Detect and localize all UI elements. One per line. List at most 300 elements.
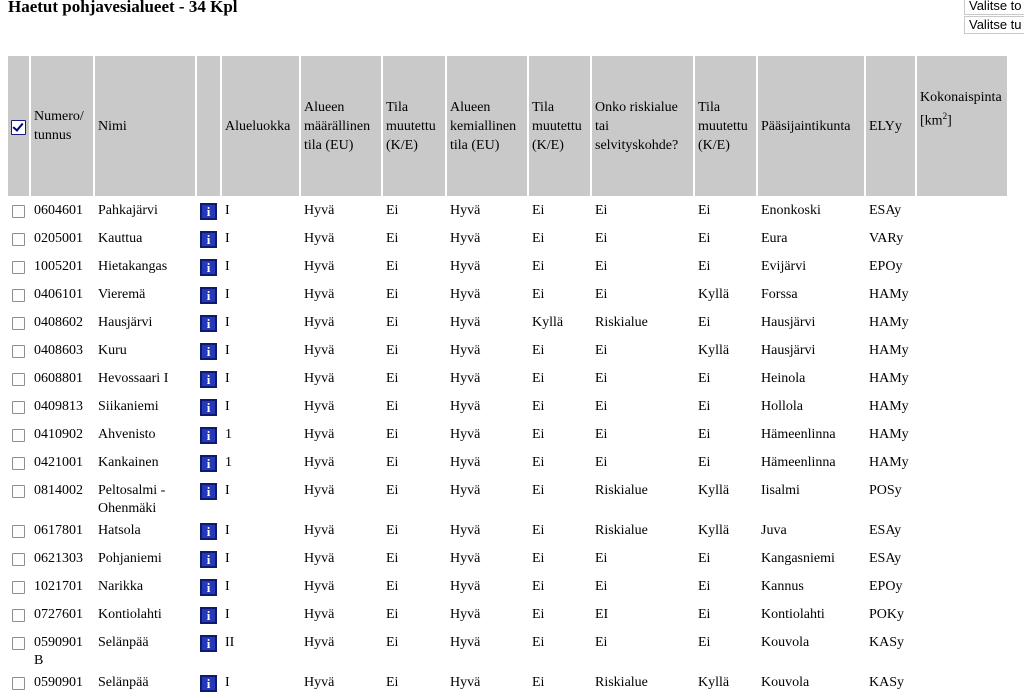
kemiallinen-tila-cell: Hyvä: [450, 551, 481, 566]
info-icon[interactable]: i: [200, 231, 217, 248]
row-select-checkbox[interactable]: [12, 553, 25, 566]
table-row: [8, 670, 1007, 698]
nimi-cell: Kauttua: [98, 231, 143, 246]
tila-muutettu-1-cell: Ei: [386, 455, 399, 470]
header-tila-muutettu-3[interactable]: Tila muutettu (K/E): [695, 56, 756, 196]
tila-muutettu-1-cell: Ei: [386, 287, 399, 302]
maarallinen-tila-cell: Hyvä: [304, 203, 335, 218]
tila-muutettu-2-cell: Ei: [532, 607, 545, 622]
info-icon[interactable]: i: [200, 399, 217, 416]
info-cell: [197, 574, 220, 602]
nimi-cell: Siikaniemi: [98, 399, 159, 414]
riskialue-cell: Ei: [595, 455, 608, 470]
riskialue-cell: Riskialue: [595, 315, 648, 330]
tila-muutettu-1-cell: Ei: [386, 551, 399, 566]
tila-muutettu-3-cell: Ei: [698, 231, 711, 246]
kemiallinen-tila-cell: Hyvä: [450, 371, 481, 386]
numero-cell: 0727601: [34, 607, 83, 622]
info-icon[interactable]: i: [200, 523, 217, 540]
tila-muutettu-2-cell: Ei: [532, 551, 545, 566]
maarallinen-tila-cell: Hyvä: [304, 315, 335, 330]
paasijaintikunta-cell: Kouvola: [761, 675, 810, 690]
nimi-cell: Kuru: [98, 343, 127, 358]
row-checkbox-cell: [8, 394, 29, 422]
row-select-checkbox[interactable]: [12, 429, 25, 442]
paasijaintikunta-cell: Juva: [761, 523, 787, 538]
tila-muutettu-3-cell: Kyllä: [698, 483, 730, 498]
header-ely[interactable]: ELYy: [866, 56, 915, 196]
maarallinen-tila-cell: Hyvä: [304, 455, 335, 470]
alueluokka-cell: I: [225, 483, 230, 498]
numero-cell: 0421001: [34, 455, 83, 470]
header-numero[interactable]: Numero/ tunnus: [31, 56, 93, 196]
kemiallinen-tila-cell: Hyvä: [450, 635, 481, 650]
tila-muutettu-2-cell: Ei: [532, 455, 545, 470]
nimi-cell: Ahvenisto: [98, 427, 156, 442]
riskialue-cell: Ei: [595, 231, 608, 246]
riskialue-cell: Ei: [595, 203, 608, 218]
maarallinen-tila-cell: Hyvä: [304, 399, 335, 414]
row-checkbox-cell: [8, 450, 29, 478]
kokonaispinta-ala-cell: [917, 338, 1007, 366]
numero-cell: 0409813: [34, 399, 83, 414]
info-cell: [197, 422, 220, 450]
nimi-cell: Hietakangas: [98, 259, 168, 274]
info-icon[interactable]: i: [200, 607, 217, 624]
table-row: [8, 518, 1007, 546]
row-select-checkbox[interactable]: [12, 233, 25, 246]
maarallinen-tila-cell: Hyvä: [304, 427, 335, 442]
kokonaispinta-ala-cell: [917, 602, 1007, 630]
ely-cell: ESAy: [869, 551, 902, 566]
kokonaispinta-ala-cell: [917, 546, 1007, 574]
info-cell: [197, 518, 220, 546]
paasijaintikunta-cell: Hausjärvi: [761, 315, 816, 330]
tila-muutettu-2-cell: Ei: [532, 343, 545, 358]
numero-cell: 0608801: [34, 371, 83, 386]
row-checkbox-cell: [8, 670, 29, 698]
ely-cell: POKy: [869, 607, 905, 622]
tila-muutettu-1-cell: Ei: [386, 675, 399, 690]
row-select-checkbox[interactable]: [12, 581, 25, 594]
numero-cell: 1005201: [34, 259, 83, 274]
kemiallinen-tila-cell: Hyvä: [450, 579, 481, 594]
paasijaintikunta-cell: Iisalmi: [761, 483, 800, 498]
numero-cell: 0408602: [34, 315, 83, 330]
header-kokonaispinta-ala[interactable]: Kokonaispinta $[km^2]$: [917, 56, 1007, 196]
info-cell: [197, 366, 220, 394]
tila-muutettu-2-cell: Ei: [532, 259, 545, 274]
tila-muutettu-3-cell: Ei: [698, 371, 711, 386]
tila-muutettu-1-cell: Ei: [386, 483, 399, 498]
page-title: Haetut pohjavesialueet - 34 Kpl: [8, 0, 238, 16]
tila-muutettu-3-cell: Ei: [698, 315, 711, 330]
tila-muutettu-2-cell: Ei: [532, 579, 545, 594]
info-icon[interactable]: i: [200, 483, 217, 500]
select-all-button[interactable]: Valitse to: [964, 0, 1024, 15]
alueluokka-cell: I: [225, 551, 230, 566]
table-body: [8, 196, 1007, 698]
header-nimi[interactable]: Nimi: [95, 56, 195, 196]
alueluokka-cell: I: [225, 343, 230, 358]
tila-muutettu-3-cell: Kyllä: [698, 287, 730, 302]
paasijaintikunta-cell: Heinola: [761, 371, 806, 386]
maarallinen-tila-cell: Hyvä: [304, 343, 335, 358]
numero-cell: 0814002: [34, 483, 83, 498]
riskialue-cell: Ei: [595, 343, 608, 358]
kemiallinen-tila-cell: Hyvä: [450, 455, 481, 470]
riskialue-cell: Riskialue: [595, 483, 648, 498]
row-checkbox-cell: [8, 338, 29, 366]
tila-muutettu-1-cell: Ei: [386, 259, 399, 274]
riskialue-cell: Ei: [595, 371, 608, 386]
row-select-checkbox[interactable]: [12, 345, 25, 358]
tila-muutettu-2-cell: Ei: [532, 287, 545, 302]
paasijaintikunta-cell: Enonkoski: [761, 203, 821, 218]
header-select-all-cell: [8, 56, 29, 196]
info-cell: [197, 310, 220, 338]
info-cell: [197, 254, 220, 282]
ely-cell: HAMy: [869, 427, 909, 442]
riskialue-cell: Ei: [595, 399, 608, 414]
info-icon[interactable]: i: [200, 635, 217, 652]
kokonaispinta-ala-cell: [917, 670, 1007, 698]
nimi-cell: Hatsola: [98, 523, 141, 538]
row-select-checkbox[interactable]: [12, 289, 25, 302]
maarallinen-tila-cell: Hyvä: [304, 259, 335, 274]
row-select-checkbox[interactable]: [12, 457, 25, 470]
info-icon[interactable]: i: [200, 343, 217, 360]
nimi-cell: Narikka: [98, 579, 144, 594]
table-row: [8, 282, 1007, 310]
riskialue-cell: Ei: [595, 427, 608, 442]
numero-cell: 0604601: [34, 203, 83, 218]
row-checkbox-cell: [8, 196, 29, 226]
nimi-cell: Selänpää: [98, 635, 149, 650]
header-tila-muutettu-2[interactable]: Tila muutettu (K/E): [529, 56, 590, 196]
info-icon[interactable]: i: [200, 579, 217, 596]
table-row: [8, 310, 1007, 338]
riskialue-cell: EI: [595, 607, 609, 622]
alueluokka-cell: I: [225, 579, 230, 594]
numero-cell: 1021701: [34, 579, 83, 594]
tila-muutettu-1-cell: Ei: [386, 203, 399, 218]
header-info: [197, 56, 220, 196]
kemiallinen-tila-cell: Hyvä: [450, 483, 481, 498]
paasijaintikunta-cell: Hämeenlinna: [761, 455, 836, 470]
row-checkbox-cell: [8, 518, 29, 546]
table-row: [8, 338, 1007, 366]
ely-cell: EPOy: [869, 259, 903, 274]
ely-cell: HAMy: [869, 371, 909, 386]
tila-muutettu-2-cell: Ei: [532, 483, 545, 498]
kemiallinen-tila-cell: Hyvä: [450, 343, 481, 358]
kokonaispinta-ala-cell: [917, 226, 1007, 254]
alueluokka-cell: I: [225, 523, 230, 538]
tila-muutettu-3-cell: Ei: [698, 551, 711, 566]
kemiallinen-tila-cell: Hyvä: [450, 259, 481, 274]
alueluokka-cell: I: [225, 399, 230, 414]
info-icon[interactable]: i: [200, 259, 217, 276]
header-tila-muutettu-1[interactable]: Tila muutettu (K/E): [383, 56, 445, 196]
riskialue-cell: Ei: [595, 635, 608, 650]
nimi-cell: Selänpää: [98, 675, 149, 690]
nimi-cell: Hevossaari I: [98, 371, 169, 386]
tila-muutettu-2-cell: Ei: [532, 427, 545, 442]
row-select-checkbox[interactable]: [12, 317, 25, 330]
row-select-checkbox[interactable]: [12, 485, 25, 498]
kokonaispinta-ala-cell: [917, 394, 1007, 422]
kemiallinen-tila-cell: Hyvä: [450, 287, 481, 302]
alueluokka-cell: 1: [225, 427, 232, 442]
alueluokka-cell: I: [225, 675, 230, 690]
kokonaispinta-ala-cell: [917, 196, 1007, 226]
alueluokka-cell: I: [225, 231, 230, 246]
info-icon[interactable]: i: [200, 427, 217, 444]
kokonaispinta-ala-cell: [917, 574, 1007, 602]
row-checkbox-cell: [8, 254, 29, 282]
info-icon[interactable]: i: [200, 287, 217, 304]
header-maarallinen-tila[interactable]: Alueen määrällinen tila (EU): [301, 56, 381, 196]
kemiallinen-tila-cell: Hyvä: [450, 523, 481, 538]
paasijaintikunta-cell: Kontiolahti: [761, 607, 825, 622]
numero-cell: 0205001: [34, 231, 83, 246]
maarallinen-tila-cell: Hyvä: [304, 551, 335, 566]
tila-muutettu-1-cell: Ei: [386, 635, 399, 650]
alueluokka-cell: 1: [225, 455, 232, 470]
kokonaispinta-ala-cell: [917, 450, 1007, 478]
tila-muutettu-1-cell: Ei: [386, 579, 399, 594]
tila-muutettu-2-cell: Kyllä: [532, 315, 564, 330]
table-row: [8, 394, 1007, 422]
alueluokka-cell: I: [225, 607, 230, 622]
ely-cell: HAMy: [869, 287, 909, 302]
paasijaintikunta-cell: Kangasniemi: [761, 551, 835, 566]
nimi-cell: Peltosalmi - Ohenmäki: [98, 483, 166, 516]
tila-muutettu-3-cell: Ei: [698, 259, 711, 274]
ely-cell: KASy: [869, 675, 905, 690]
maarallinen-tila-cell: Hyvä: [304, 287, 335, 302]
table-row: [8, 546, 1007, 574]
kemiallinen-tila-cell: Hyvä: [450, 315, 481, 330]
groundwater-areas-table: [6, 56, 1009, 698]
paasijaintikunta-cell: Eura: [761, 231, 788, 246]
table-row: [8, 226, 1007, 254]
row-select-checkbox[interactable]: [12, 609, 25, 622]
numero-cell: 0590901 B: [34, 635, 83, 668]
tila-muutettu-3-cell: Kyllä: [698, 675, 730, 690]
tila-muutettu-3-cell: Ei: [698, 203, 711, 218]
info-icon[interactable]: i: [200, 203, 217, 220]
numero-cell: 0408603: [34, 343, 83, 358]
row-checkbox-cell: [8, 282, 29, 310]
paasijaintikunta-cell: Kouvola: [761, 635, 810, 650]
tila-muutettu-2-cell: Ei: [532, 675, 545, 690]
table-row: [8, 574, 1007, 602]
kokonaispinta-ala-cell: [917, 282, 1007, 310]
nimi-cell: Vieremä: [98, 287, 146, 302]
table-row: [8, 422, 1007, 450]
row-select-checkbox[interactable]: [12, 637, 25, 650]
tila-muutettu-1-cell: Ei: [386, 315, 399, 330]
riskialue-cell: Ei: [595, 551, 608, 566]
tila-muutettu-1-cell: Ei: [386, 523, 399, 538]
info-cell: [197, 602, 220, 630]
ely-cell: HAMy: [869, 455, 909, 470]
riskialue-cell: Ei: [595, 579, 608, 594]
ely-cell: EPOy: [869, 579, 903, 594]
numero-cell: 0410902: [34, 427, 83, 442]
tila-muutettu-2-cell: Ei: [532, 371, 545, 386]
info-icon[interactable]: i: [200, 551, 217, 568]
kokonaispinta-ala-cell: [917, 518, 1007, 546]
alueluokka-cell: I: [225, 259, 230, 274]
info-cell: [197, 670, 220, 698]
table-header-row: [8, 56, 1007, 196]
row-select-checkbox[interactable]: [12, 205, 25, 218]
tila-muutettu-1-cell: Ei: [386, 343, 399, 358]
maarallinen-tila-cell: Hyvä: [304, 231, 335, 246]
table-row: [8, 630, 1007, 670]
riskialue-cell: Riskialue: [595, 675, 648, 690]
maarallinen-tila-cell: Hyvä: [304, 371, 335, 386]
nimi-cell: Pahkajärvi: [98, 203, 158, 218]
tila-muutettu-3-cell: Ei: [698, 579, 711, 594]
row-select-checkbox[interactable]: [12, 373, 25, 386]
row-checkbox-cell: [8, 546, 29, 574]
tila-muutettu-1-cell: Ei: [386, 427, 399, 442]
tila-muutettu-2-cell: Ei: [532, 399, 545, 414]
tila-muutettu-3-cell: Ei: [698, 399, 711, 414]
row-select-checkbox[interactable]: [12, 261, 25, 274]
row-checkbox-cell: [8, 422, 29, 450]
paasijaintikunta-cell: Forssa: [761, 287, 798, 302]
kokonaispinta-ala-cell: [917, 310, 1007, 338]
ely-cell: KASy: [869, 635, 905, 650]
maarallinen-tila-cell: Hyvä: [304, 579, 335, 594]
ely-cell: ESAy: [869, 203, 902, 218]
row-checkbox-cell: [8, 602, 29, 630]
tila-muutettu-1-cell: Ei: [386, 399, 399, 414]
tila-muutettu-1-cell: Ei: [386, 231, 399, 246]
numero-cell: 0406101: [34, 287, 83, 302]
header-alueluokka[interactable]: Alueluokka: [222, 56, 299, 196]
info-cell: [197, 630, 220, 670]
tila-muutettu-3-cell: Kyllä: [698, 523, 730, 538]
info-cell: [197, 226, 220, 254]
table-row: [8, 366, 1007, 394]
paasijaintikunta-cell: Hollola: [761, 399, 803, 414]
header-kemiallinen-tila[interactable]: Alueen kemiallinen tila (EU): [447, 56, 527, 196]
nimi-cell: Kontiolahti: [98, 607, 162, 622]
kemiallinen-tila-cell: Hyvä: [450, 399, 481, 414]
row-checkbox-cell: [8, 478, 29, 518]
row-checkbox-cell: [8, 310, 29, 338]
tila-muutettu-3-cell: Ei: [698, 427, 711, 442]
kokonaispinta-ala-cell: [917, 630, 1007, 670]
tila-muutettu-2-cell: Ei: [532, 203, 545, 218]
kokonaispinta-ala-cell: [917, 422, 1007, 450]
row-select-checkbox[interactable]: [12, 401, 25, 414]
ely-cell: HAMy: [869, 315, 909, 330]
maarallinen-tila-cell: Hyvä: [304, 675, 335, 690]
info-cell: [197, 478, 220, 518]
kemiallinen-tila-cell: Hyvä: [450, 675, 481, 690]
kokonaispinta-ala-cell: [917, 254, 1007, 282]
maarallinen-tila-cell: Hyvä: [304, 635, 335, 650]
info-icon[interactable]: i: [200, 455, 217, 472]
paasijaintikunta-cell: Kannus: [761, 579, 804, 594]
kemiallinen-tila-cell: Hyvä: [450, 427, 481, 442]
info-cell: [197, 196, 220, 226]
paasijaintikunta-cell: Hausjärvi: [761, 343, 816, 358]
tila-muutettu-1-cell: Ei: [386, 607, 399, 622]
row-checkbox-cell: [8, 630, 29, 670]
table-row: [8, 450, 1007, 478]
maarallinen-tila-cell: Hyvä: [304, 523, 335, 538]
numero-cell: 0617801: [34, 523, 83, 538]
info-cell: [197, 394, 220, 422]
tila-muutettu-3-cell: Kyllä: [698, 343, 730, 358]
select-none-button[interactable]: Valitse tu: [964, 16, 1024, 34]
alueluokka-cell: I: [225, 203, 230, 218]
info-cell: [197, 546, 220, 574]
ely-cell: HAMy: [869, 399, 909, 414]
paasijaintikunta-cell: Hämeenlinna: [761, 427, 836, 442]
tila-muutettu-3-cell: Ei: [698, 607, 711, 622]
tila-muutettu-2-cell: Ei: [532, 523, 545, 538]
row-checkbox-cell: [8, 574, 29, 602]
kemiallinen-tila-cell: Hyvä: [450, 203, 481, 218]
riskialue-cell: Riskialue: [595, 523, 648, 538]
maarallinen-tila-cell: Hyvä: [304, 483, 335, 498]
tila-muutettu-2-cell: Ei: [532, 635, 545, 650]
info-cell: [197, 338, 220, 366]
kemiallinen-tila-cell: Hyvä: [450, 607, 481, 622]
row-select-checkbox[interactable]: [12, 677, 25, 690]
header-paasijaintikunta[interactable]: Pääsijaintikunta: [758, 56, 864, 196]
nimi-cell: Hausjärvi: [98, 315, 153, 330]
alueluokka-cell: I: [225, 371, 230, 386]
info-icon[interactable]: i: [200, 315, 217, 332]
ely-cell: ESAy: [869, 523, 902, 538]
info-icon[interactable]: i: [200, 675, 217, 692]
ely-cell: POSy: [869, 483, 902, 498]
alueluokka-cell: II: [225, 635, 235, 650]
header-riskialue[interactable]: Onko riskialue tai selvityskohde?: [592, 56, 693, 196]
info-icon[interactable]: i: [200, 371, 217, 388]
select-all-checkbox[interactable]: [11, 120, 26, 135]
riskialue-cell: Ei: [595, 259, 608, 274]
alueluokka-cell: I: [225, 287, 230, 302]
maarallinen-tila-cell: Hyvä: [304, 607, 335, 622]
tila-muutettu-2-cell: Ei: [532, 231, 545, 246]
nimi-cell: Pohjaniemi: [98, 551, 162, 566]
numero-cell: 0590901: [34, 675, 83, 690]
ely-cell: VARy: [869, 231, 904, 246]
kokonaispinta-ala-cell: [917, 366, 1007, 394]
table-row: [8, 602, 1007, 630]
kokonaispinta-ala-cell: [917, 478, 1007, 518]
nimi-cell: Kankainen: [98, 455, 159, 470]
tila-muutettu-3-cell: Ei: [698, 455, 711, 470]
table-row: [8, 254, 1007, 282]
row-select-checkbox[interactable]: [12, 525, 25, 538]
ely-cell: HAMy: [869, 343, 909, 358]
riskialue-cell: Ei: [595, 287, 608, 302]
kemiallinen-tila-cell: Hyvä: [450, 231, 481, 246]
row-checkbox-cell: [8, 226, 29, 254]
